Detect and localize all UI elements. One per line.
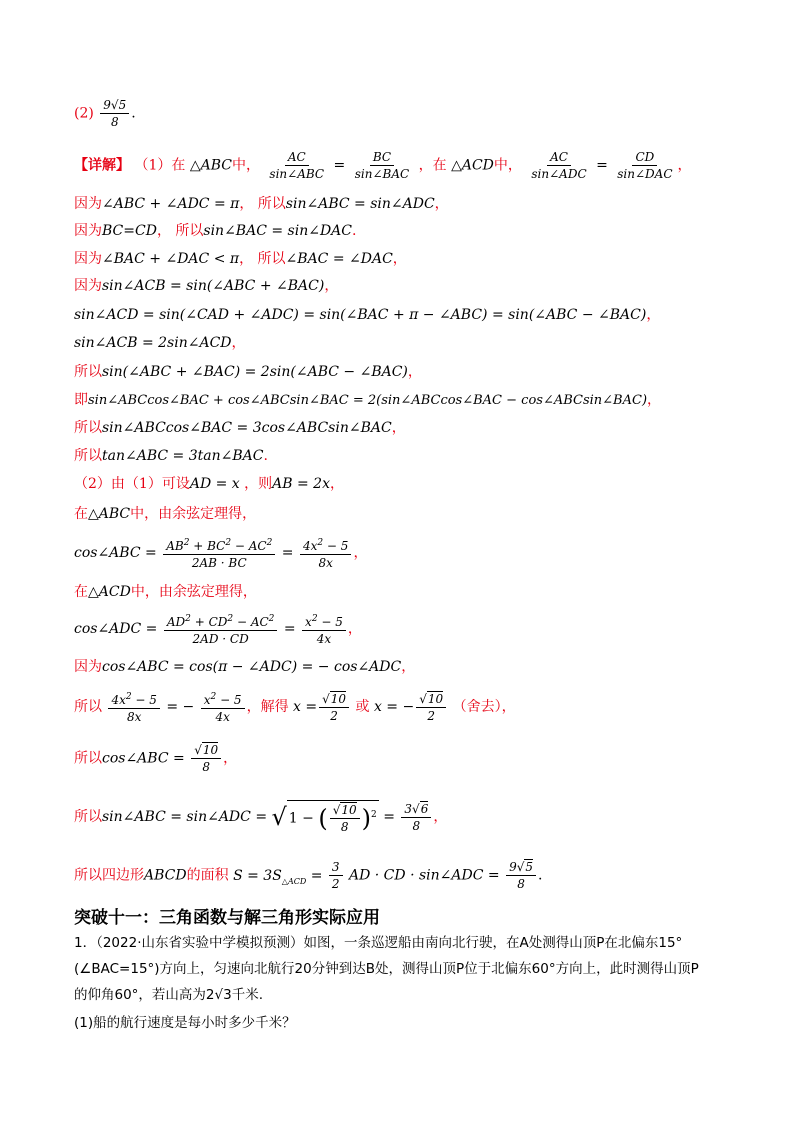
section-heading: 突破十一：三角函数与解三角形实际应用 [74, 908, 380, 928]
solution-line-2: 因为∠ABC + ∠ADC = π， 所以sin∠ABC = sin∠ADC， [74, 196, 449, 212]
problem-line-2: (∠BAC=15°)方向上，匀速向北航行20分钟到达B处，测得山顶P位于北偏东60°方向上，此时测得山顶P [74, 961, 699, 977]
solution-line-15: 在△ACD中，由余弦定理得， [74, 584, 257, 600]
solution-line-13: 在△ABC中，由余弦定理得， [74, 506, 257, 522]
solution-line-11: 所以tan∠ABC = 3tan∠BAC. [74, 448, 268, 464]
problem-line-3: 的仰角60°，若山高为2√3千米. [74, 987, 263, 1003]
problem-question-1: (1)船的航行速度是每小时多少千米？ [74, 1015, 296, 1031]
solution-line-12: （2）由（1）可设AD = x ，则AB = 2x， [74, 476, 344, 492]
answer-label: (2) [74, 105, 94, 122]
part2-answer: (2) $\frac{9√5}{8}$ . [74, 98, 136, 129]
solution-line-16: cos∠ADC = $\frac{AD^2 + CD^2 - AC^2}{2AD \cdot CD}$ = $\frac{x^2 - 5}{4x}$ ， [74, 614, 362, 646]
problem-line-1: 1．（2022·山东省实验中学模拟预测）如图，一条巡逻船由南向北行驶，在A处测得山顶P在北偏东15° [74, 935, 683, 951]
solution-line-5: 因为sin∠ACB = sin(∠ABC + ∠BAC)， [74, 278, 339, 294]
solution-line-20: 所以sin∠ABC = sin∠ADC = √ 1 − ( $\frac{√10}{8}$ )$^2$ = $\frac{3√6}{8}$ ， [74, 801, 448, 834]
solution-label: 【详解】 [74, 157, 130, 174]
solution-line-3: 因为BC=CD， 所以sin∠BAC = sin∠DAC. [74, 223, 357, 239]
solution-line-4: 因为∠BAC + ∠DAC < π， 所以∠BAC = ∠DAC， [74, 251, 407, 267]
solution-line-18: 所以 $\frac{4x^2 - 5}{8x}$ = − $\frac{x^2 - 5}{4x}$ ，解得 x = $\frac{√10}{2}$ 或 x = − $\frac{√10}{2}$ （舍去）， [74, 691, 516, 724]
answer-fraction: $\frac{9√5}{8}$ [100, 98, 129, 129]
solution-line-9: 即sin∠ABCcos∠BAC + cos∠ABCsin∠BAC = 2(sin∠ABCcos∠BAC − cos∠ABCsin∠BAC)， [74, 392, 662, 408]
solution-line-7: sin∠ACB = 2sin∠ACD， [74, 335, 246, 351]
solution-line-1: 【详解】 （1）在 △ABC中， $\frac{AC}{\text{sin∠ABC}}$ = $\frac{BC}{\text{sin∠BAC}}$ ，在 △ACD中， $\frac{AC}{\text{sin∠ADC}}$ = $\frac{CD}{\text{sin∠DAC}}$ ， [74, 150, 692, 181]
solution-line-19: 所以cos∠ABC = $\frac{√10}{8}$ ， [74, 743, 238, 774]
solution-line-6: sin∠ACD = sin(∠CAD + ∠ADC) = sin(∠BAC + π − ∠ABC) = sin(∠ABC − ∠BAC)， [74, 307, 661, 323]
solution-line-21: 所以四边形ABCD的面积 $S = 3S_{\triangle ACD}$ = $\frac{3}{2}$ AD · CD · sin∠ADC = $\frac{9√5}{8}$ . [74, 860, 543, 891]
solution-line-8: 所以sin(∠ABC + ∠BAC) = 2sin(∠ABC − ∠BAC)， [74, 364, 422, 380]
solution-line-17: 因为cos∠ABC = cos(π − ∠ADC) = − cos∠ADC， [74, 659, 416, 675]
solution-line-14: cos∠ABC = $\frac{AB^2 + BC^2 - AC^2}{2AB \cdot BC}$ = $\frac{4x^2 - 5}{8x}$ ， [74, 538, 368, 570]
solution-line-10: 所以sin∠ABCcos∠BAC = 3cos∠ABCsin∠BAC， [74, 420, 406, 436]
